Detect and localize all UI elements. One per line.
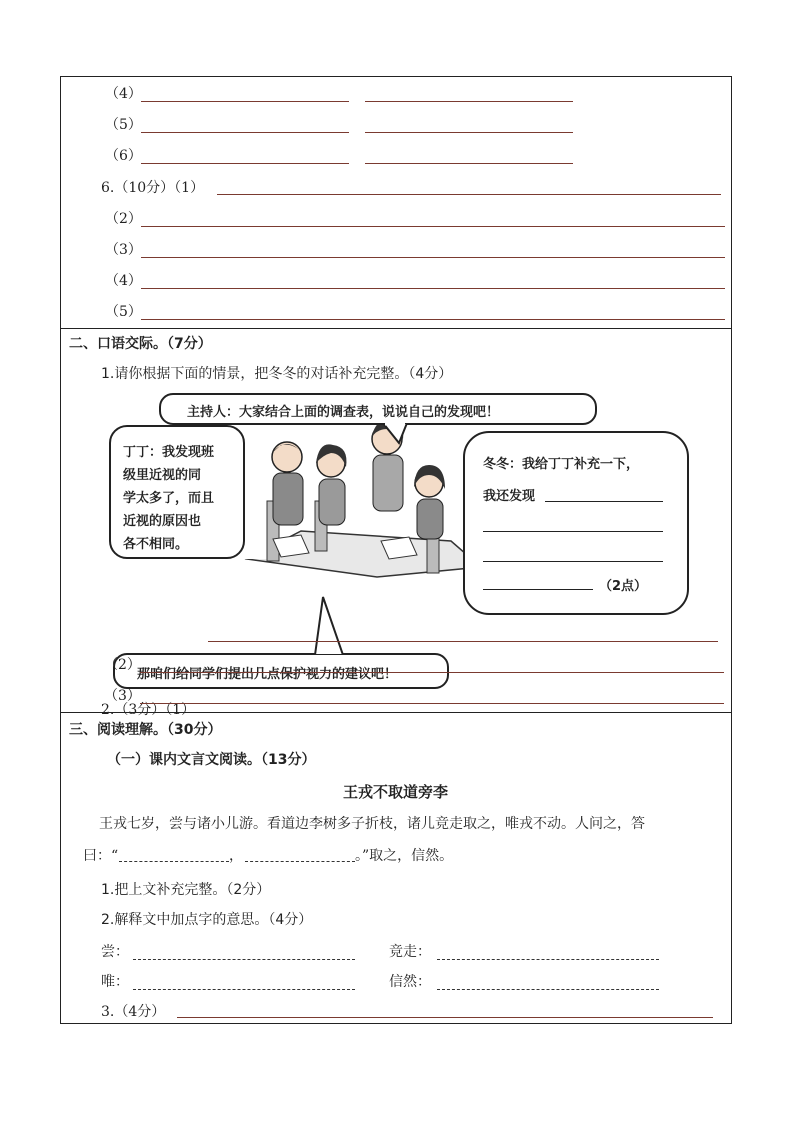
question-2-label: 2.（3分）（1） — [101, 702, 196, 718]
dingding-line: 级里近视的同 — [123, 468, 202, 483]
answer-line[interactable] — [217, 194, 721, 195]
section-reading — [61, 713, 731, 1025]
word-answer-line[interactable] — [133, 959, 355, 960]
q6-row-3: （3） — [105, 242, 142, 258]
answer-line[interactable] — [141, 101, 349, 102]
dongdong-answer-line[interactable] — [483, 561, 663, 562]
answer-line[interactable] — [141, 257, 725, 258]
q6-row-4: （4） — [105, 273, 142, 289]
blank-1[interactable] — [119, 861, 229, 862]
row-label-4: （4） — [105, 86, 142, 102]
passage-line-2-start: 曰：“ — [83, 848, 119, 864]
answer-line[interactable] — [141, 132, 349, 133]
passage-line-1: 王戎七岁，尝与诸小儿游。看道边李树多子折枝，诸儿竞走取之，唯戎不动。人问之，答 — [99, 816, 645, 832]
dingding-line: 学太多了，而且 — [123, 491, 215, 506]
answer-sheet — [60, 76, 732, 1024]
word-label: 唯： — [101, 974, 129, 990]
dongdong-answer-line[interactable] — [483, 589, 593, 590]
section-heading: 三、阅读理解。（30分） — [69, 722, 222, 738]
suggestion-speech-text: 那咱们给同学们提出几点保护视力的建议吧！ — [137, 667, 398, 682]
question-2-prompt: 2.解释文中加点字的意思。（4分） — [101, 912, 313, 928]
answer-line[interactable] — [177, 1017, 713, 1018]
answer-line[interactable] — [141, 288, 725, 289]
passage-line-2-end: 。”取之，信然。 — [355, 848, 454, 864]
sub-heading: （一）课内文言文阅读。（13分） — [107, 752, 316, 768]
q6-row-5: （5） — [105, 304, 142, 320]
word-answer-line[interactable] — [133, 989, 355, 990]
question-1-prompt: 1.把上文补充完整。（2分） — [101, 882, 271, 898]
blank-2[interactable] — [245, 861, 355, 862]
oral-q2-answers — [61, 617, 731, 713]
word-label: 信然： — [389, 974, 431, 990]
word-label: 尝： — [101, 944, 129, 960]
dongdong-answer-line[interactable] — [483, 531, 663, 532]
q2-row-2: （2） — [104, 657, 141, 673]
question-1-prompt: 1.请你根据下面的情景，把冬冬的对话补充完整。（4分） — [101, 366, 453, 382]
dongdong-speech-bubble — [463, 431, 689, 615]
host-speech-bubble — [159, 393, 597, 425]
row-label-6: （6） — [105, 148, 142, 164]
dingding-line: 丁丁：我发现班 — [123, 445, 215, 460]
word-label: 竞走： — [389, 944, 431, 960]
answer-line[interactable] — [365, 101, 573, 102]
passage-line-2-comma: ， — [229, 848, 243, 864]
dongdong-line: 冬冬：我给丁丁补充一下， — [483, 457, 640, 472]
word-answer-line[interactable] — [437, 989, 659, 990]
row-label-5: （5） — [105, 117, 142, 133]
dingding-line: 近视的原因也 — [123, 514, 202, 529]
word-answer-line[interactable] — [437, 959, 659, 960]
host-speech-text: 主持人：大家结合上面的调查表，说说自己的发现吧！ — [187, 405, 500, 420]
q2-row-3: （3） — [104, 688, 141, 704]
dingding-line: 各不相同。 — [123, 537, 189, 552]
answer-line[interactable] — [141, 226, 725, 227]
dingding-speech-bubble — [109, 425, 245, 559]
dongdong-score: （2点） — [599, 579, 648, 594]
host-bubble-tail — [379, 423, 419, 447]
passage-title: 王戎不取道旁李 — [343, 783, 449, 801]
dongdong-line: 我还发现 — [483, 489, 536, 504]
question-6-label: 6.（10分）（1） — [101, 180, 205, 196]
answer-line[interactable] — [365, 163, 573, 164]
dongdong-answer-line[interactable] — [545, 501, 663, 502]
question-3-label: 3.（4分） — [101, 1004, 166, 1020]
answer-line[interactable] — [141, 319, 725, 320]
section-continued-answers — [61, 77, 731, 329]
section-heading: 二、口语交际。（7分） — [69, 336, 212, 352]
answer-line[interactable] — [141, 163, 349, 164]
answer-line[interactable] — [365, 132, 573, 133]
q6-row-2: （2） — [105, 211, 142, 227]
